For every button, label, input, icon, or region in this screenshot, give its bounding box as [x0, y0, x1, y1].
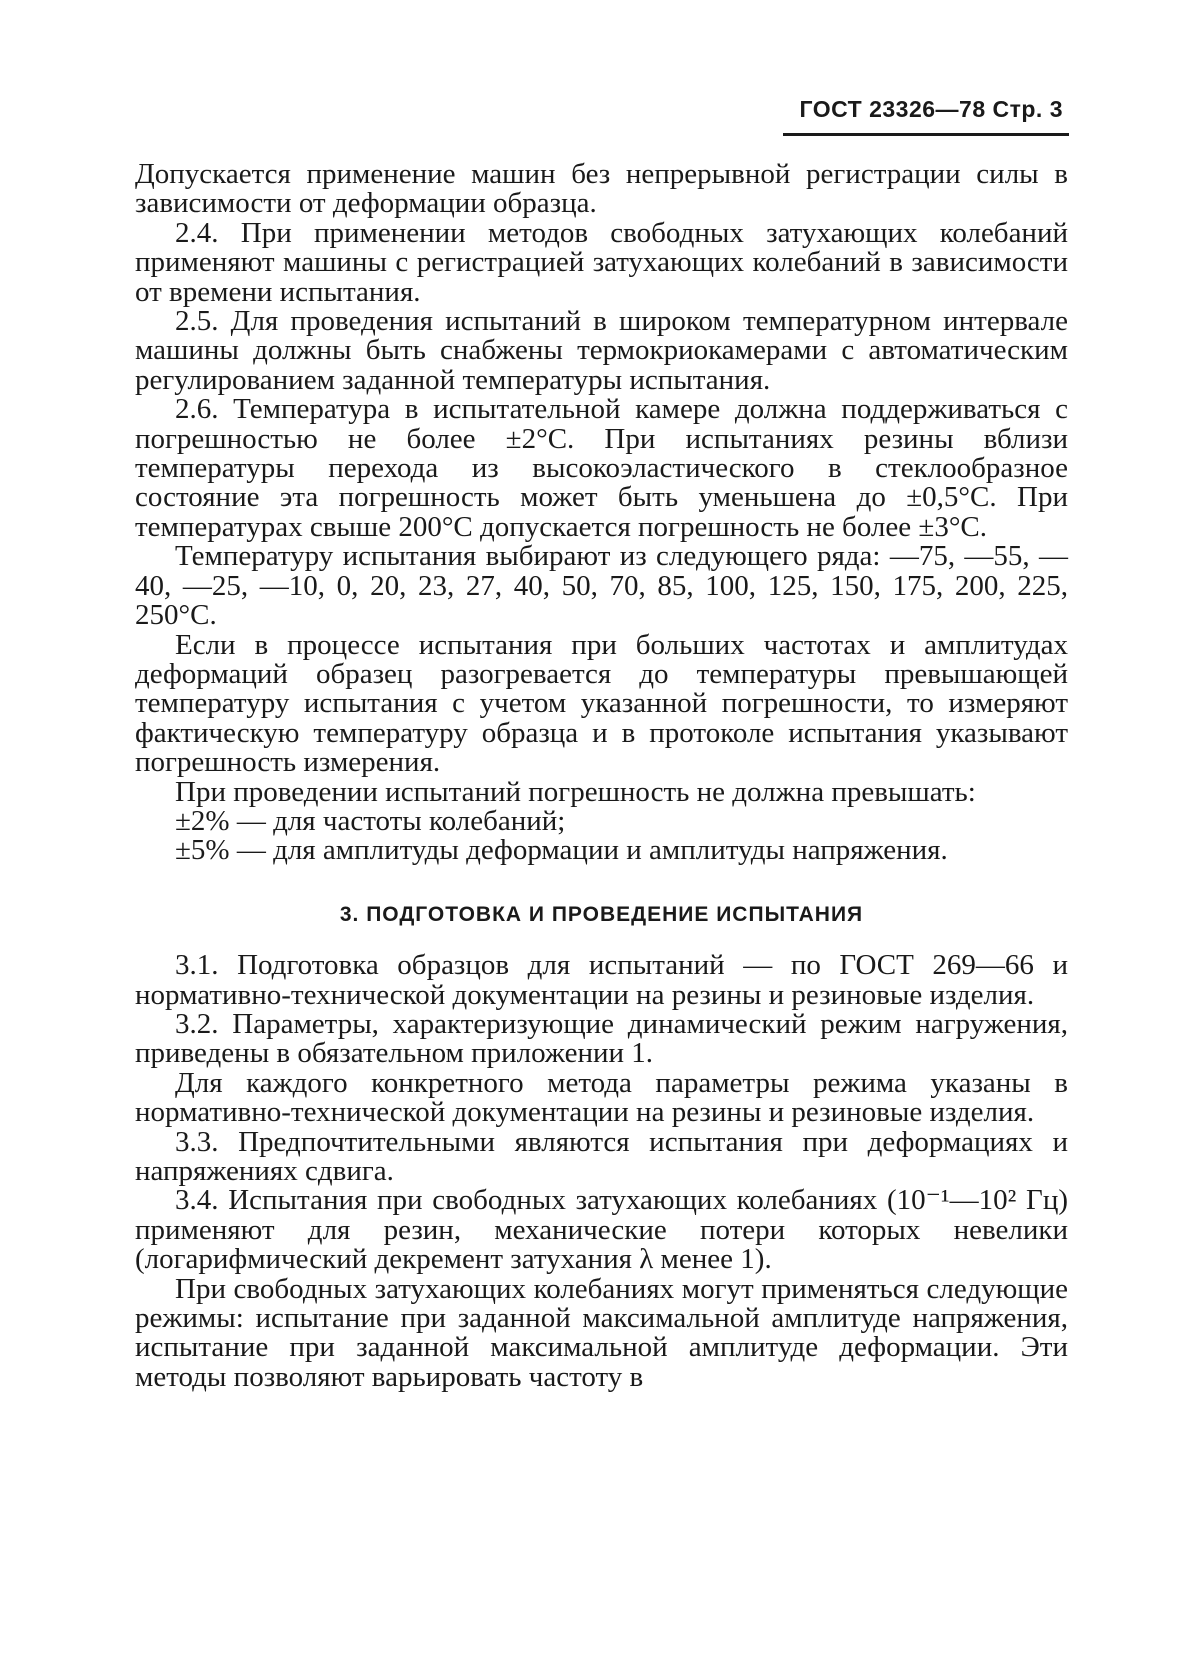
paragraph: 3.2. Параметры, характеризующие динамический режим нагружения, приведены в обязательном приложении 1.	[135, 1007, 1068, 1070]
list-item: ±2% — для частоты колебаний;	[175, 804, 566, 837]
paragraph: Если в процессе испытания при больших частотах и амплитудах деформаций образец разогревается до температуры превышающей температуру испытания с учетом указанной погрешности, то измеряют фактическую температуру образца и в протоколе испытания указывают погрешность измерения.	[135, 628, 1068, 779]
paragraph: 3.3. Предпочтительными являются испытания при деформациях и напряжениях сдвига.	[135, 1125, 1068, 1187]
paragraph: 3.4. Испытания при свободных затухающих колебаниях (10⁻¹—10² Гц) применяют для резин, механические потери которых невелики (логарифмический декремент затухания λ менее 1).	[135, 1184, 1068, 1276]
page-header: ГОСТ 23326—78 Стр. 3	[799, 96, 1063, 122]
paragraph: При проведении испытаний погрешность не должна превышать:	[175, 775, 976, 808]
paragraph: При свободных затухающих колебаниях могут применяться следующие режимы: испытание при заданной максимальной амплитуде напряжения, испытание при заданной максимальной амплитуде деформации. Эти методы позволяют варьировать частоту в	[135, 1272, 1068, 1393]
paragraph: 2.4. При применении методов свободных затухающих колебаний применяют машины с регистрацией затухающих колебаний в зависимости от времени испытания.	[135, 216, 1068, 308]
document-body	[135, 160, 1068, 1392]
list-item: ±5% — для амплитуды деформации и амплитуды напряжения.	[175, 834, 948, 867]
paragraph: Температуру испытания выбирают из следующего ряда: —75, —55, —40, —25, —10, 0, 20, 23, 27, 40, 50, 70, 85, 100, 125, 150, 175, 200, 225, 250°С.	[135, 540, 1068, 632]
paragraph: Для каждого конкретного метода параметры режима указаны в нормативно-технической документации на резины и резиновые изделия.	[135, 1066, 1068, 1129]
header-rule	[783, 133, 1069, 136]
paragraph: 2.5. Для проведения испытаний в широком температурном интервале машины должны быть снабжены термокриокамерами с автоматическим регулированием заданной температуры испытания.	[135, 305, 1068, 396]
paragraph: 3.1. Подготовка образцов для испытаний — по ГОСТ 269—66 и нормативно-технической документации на резины и резиновые изделия.	[135, 949, 1068, 1011]
paragraph: 2.6. Температура в испытательной камере должна поддерживаться с погрешностью не более ±2°С. При испытаниях резины вблизи температуры перехода из высокоэластического в стеклообразное состояние эта погрешность может быть уменьшена до ±0,5°С. При температурах свыше 200°С допускается погрешность не более ±3°С.	[135, 393, 1068, 543]
paragraph: Допускается применение машин без непрерывной регистрации силы в зависимости от деформации образца.	[135, 158, 1068, 220]
section-title: 3. ПОДГОТОВКА И ПРОВЕДЕНИЕ ИСПЫТАНИЯ	[339, 902, 864, 926]
